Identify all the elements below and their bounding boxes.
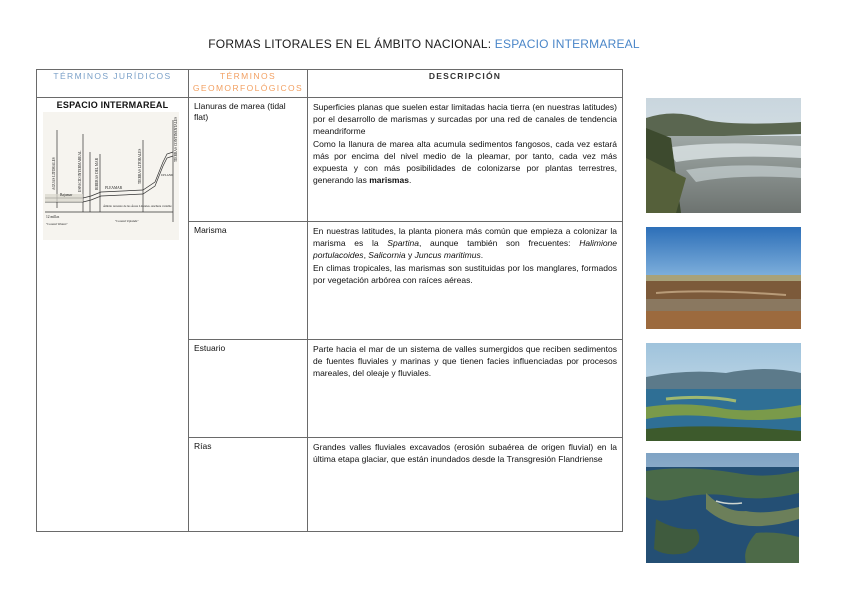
desc-llanuras-end: . [408,175,412,186]
header-descripcion: DESCRIPCIÓN [308,70,623,98]
desc-marisma-c: , [363,250,369,261]
desc-marisma-d: y [405,250,415,261]
desc-llanuras-de-marea [308,98,623,222]
header-geomorfologicos: TÉRMINOS GEOMORFOLÓGICOS [189,70,308,98]
table-row [37,98,623,222]
diagram-label-tierras-litorales: TIERRAS LITORALES [138,148,142,184]
diagram-label-coastal-waters: "Coastal Waters" [46,222,68,226]
term-llanuras-de-marea: Llanuras de marea (tidal flat) [189,98,308,222]
marsh-photo [646,227,801,329]
desc-llanuras-bold: marismas [369,175,409,186]
desc-marisma-line1 [313,225,617,262]
page-title-prefix: FORMAS LITORALES EN EL ÁMBITO NACIONAL: [208,37,495,51]
page-title-highlight: ESPACIO INTERMAREAL [494,37,640,51]
diagram-label-bajamar: Bajamar [60,193,73,197]
juridico-term: ESPACIO INTERMAREAL [56,100,169,110]
diagram-label-riberas-mar: RIBERAS DEL MAR [95,157,99,190]
desc-marisma-line2: En climas tropicales, las marismas son sustituidas por los manglares, formados por vegetación arbórea con raíces aéreas. [313,262,617,285]
diagram-label-upland: UPLAND [161,173,174,177]
desc-llanuras-line2 [313,138,617,187]
diagram-label-ambito: Ámbito terrestre de las Áreas Litorales. Anchura variable [103,204,172,208]
diagram-label-coastal-uplands: "Coastal Uplands" [115,219,139,223]
desc-marisma-salicornia: Salicornia [368,250,406,261]
desc-marisma-a: En nuestras latitudes, la planta pionera más común que empieza a colonizar la marisma es la [313,226,617,249]
desc-marisma-spartina: Spartina [387,238,419,249]
term-rias: Rías [189,438,308,532]
desc-llanuras-line1: Superficies planas que suelen estar limitadas hacia tierra (en nuestras latitudes) por el desarrollo de marismas y surcadas por una red de canales de tendencia meandriforme [313,102,617,137]
table-header-row [37,70,623,98]
diagram-label-pleamar: PLEAMAR [105,186,123,190]
desc-marisma-e: . [480,250,484,261]
desc-marisma [308,222,623,340]
desc-llanuras-line2-text: Como la llanura de marea alta acumula sedimentos fangosos, cada vez estará más por encima del nivel medio de la pleamar, por tanto, cada vez más expuesta y con más posibilidades de colonizarse por plantas terrestres, generando las [313,138,617,186]
diagram-label-aguas-litorales: AGUAS LITORALES [52,157,56,190]
desc-marisma-b: , aunque también son frecuentes: [418,238,580,249]
diagram-label-12-millas: 12 millas [46,215,60,219]
desc-estuario: Parte hacia el mar de un sistema de valles sumergidos que reciben sedimentos de fuentes fluviales y marinas y que tienen facies influenciadas por procesos mareales, del oleaje y fluviales. [308,340,623,438]
term-marisma: Marisma [189,222,308,340]
tidal-flat-photo [646,98,801,213]
diagram-label-tierras-continentales: TIERRAS CONTINENTALES [174,116,178,162]
estuary-photo [646,343,801,441]
page-title [0,37,848,51]
desc-marisma-juncus: Juncus maritimus [414,250,481,261]
header-juridicos: TÉRMINOS JURÍDICOS [37,70,189,98]
intertidal-zone-diagram [43,112,179,240]
diagram-label-espacio-intermareal: ESPACIO INTERMAREAL [78,150,82,192]
juridico-cell [37,98,189,532]
term-estuario: Estuario [189,340,308,438]
desc-marisma-halimione: Halimione portulacoides [313,238,618,261]
ria-photo [646,453,799,563]
landforms-table [36,69,623,532]
desc-rias: Grandes valles fluviales excavados (erosión subaérea de origen fluvial) en la última etapa glaciar, que están inundados desde la Transgresión Flandriense [308,438,623,532]
